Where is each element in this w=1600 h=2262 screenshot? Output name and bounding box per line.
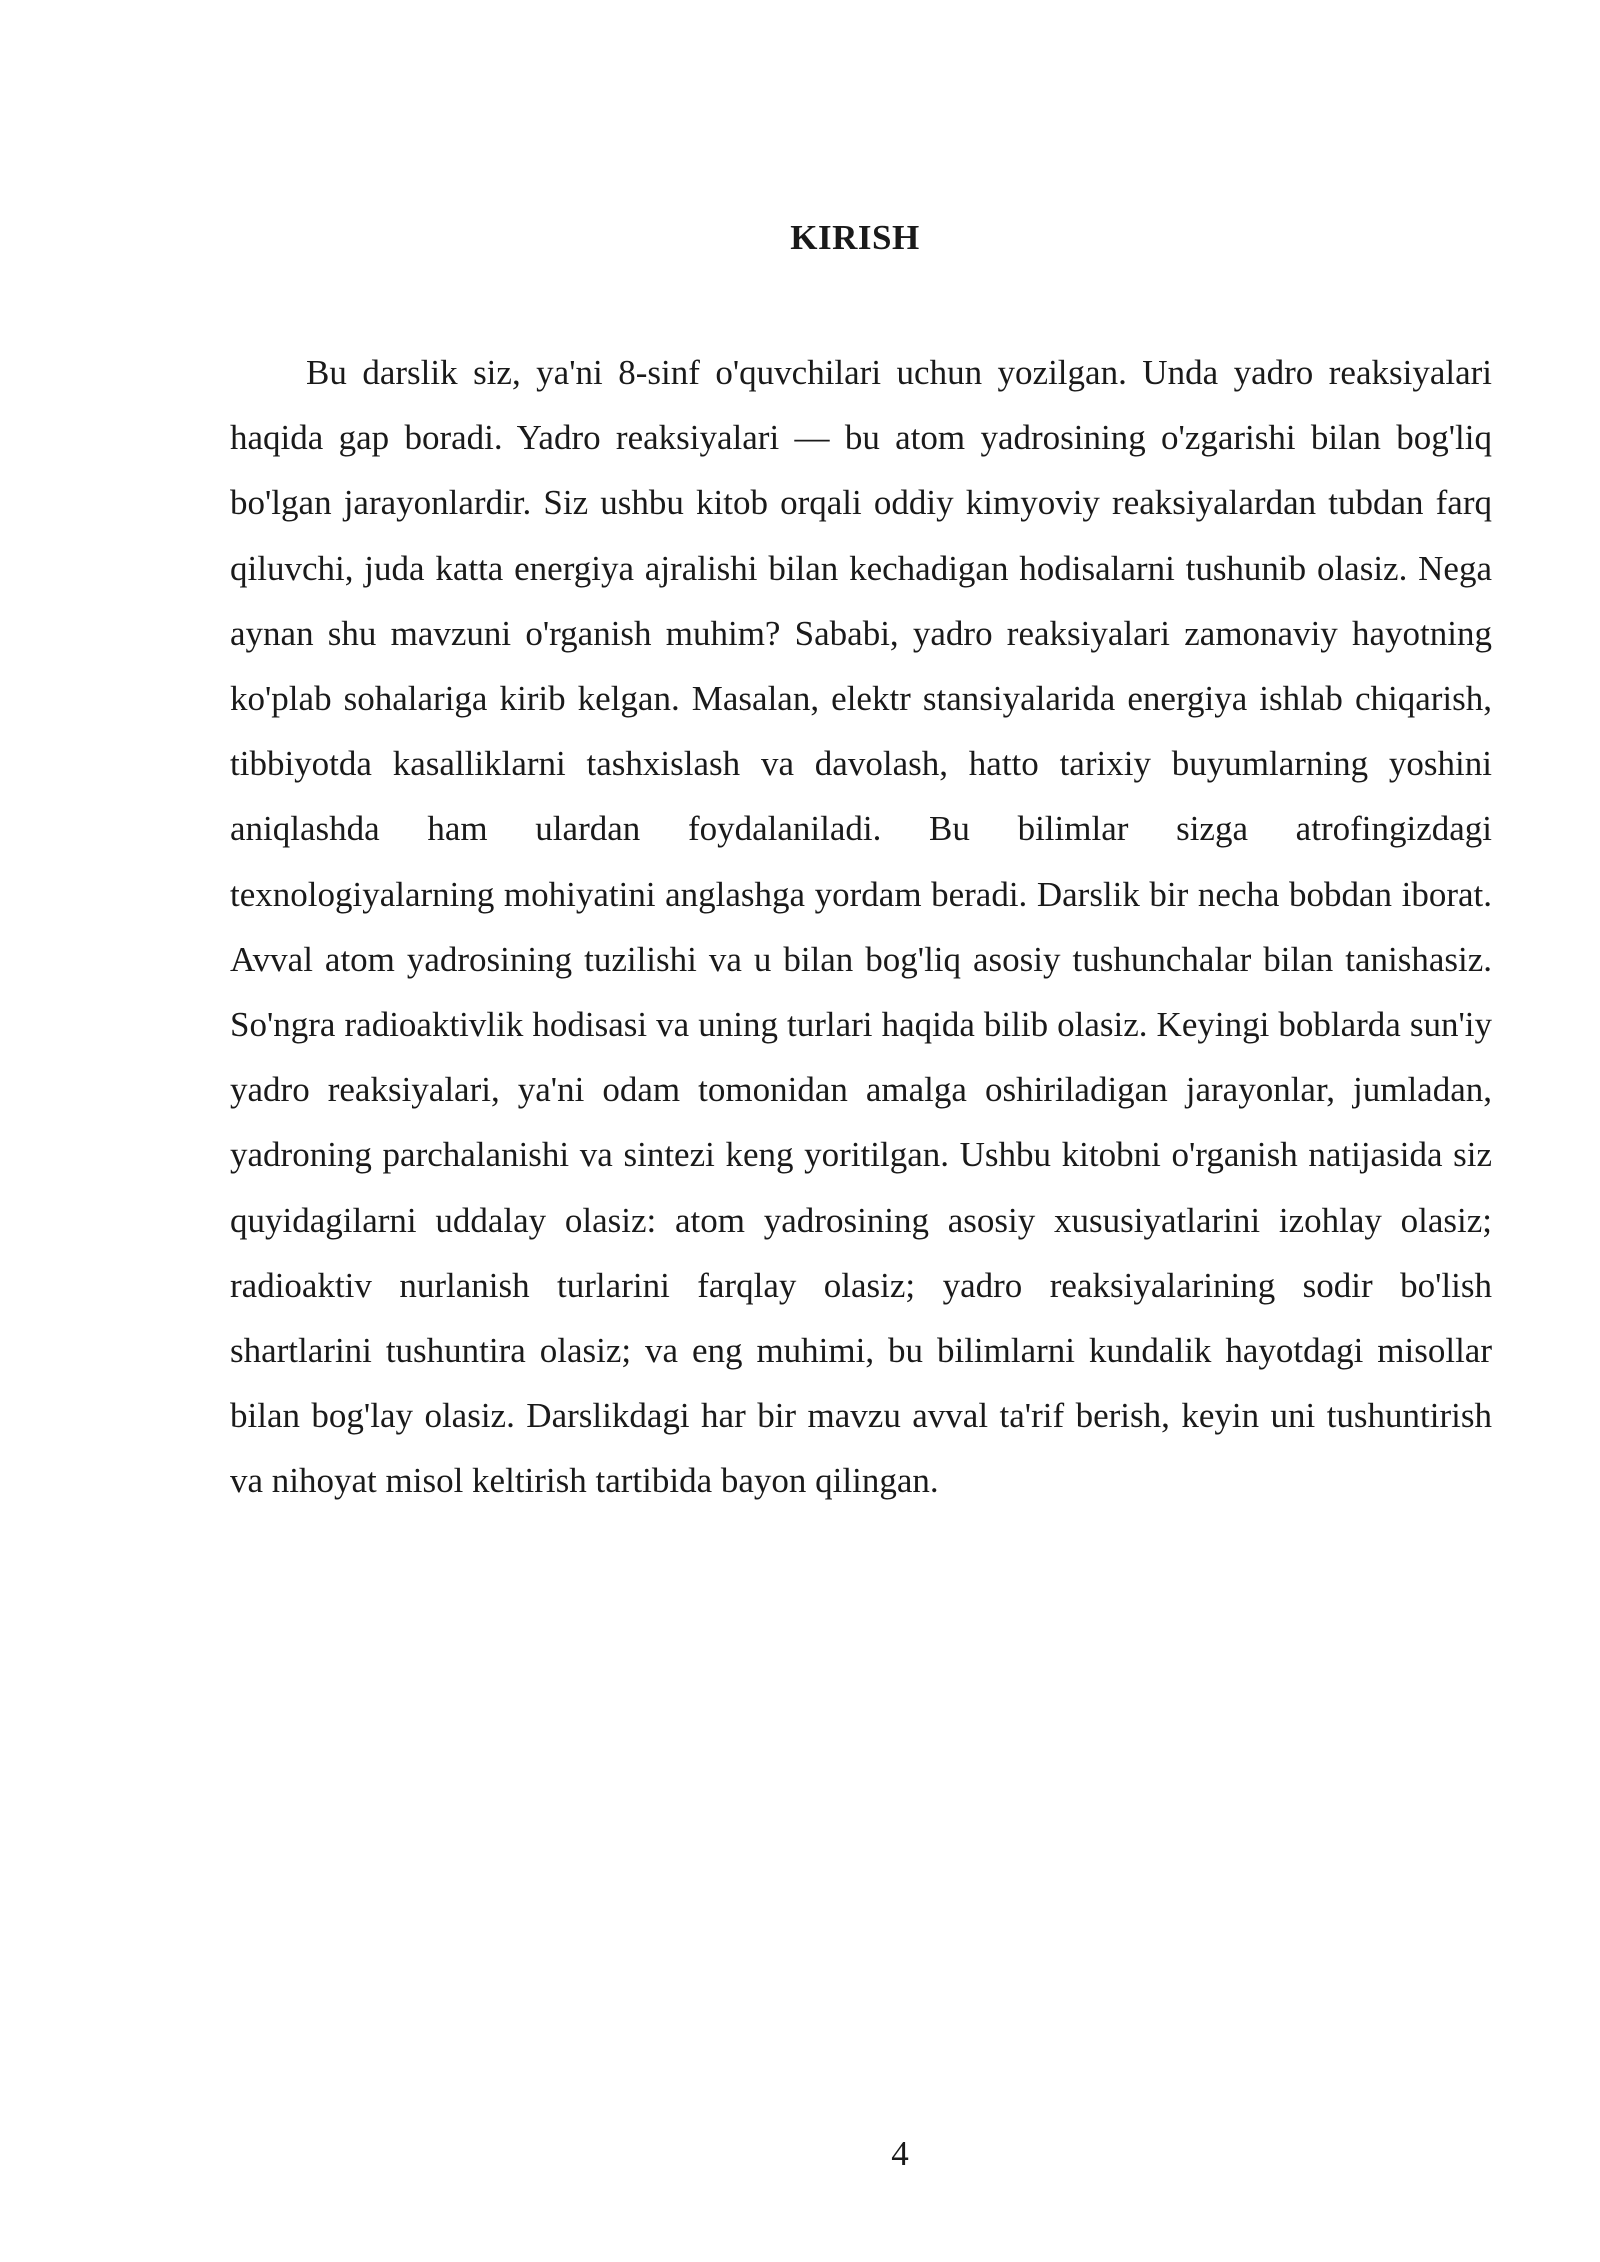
page-number: 4 [891, 2134, 909, 2173]
body-paragraph: Bu darslik siz, ya'ni 8-sinf o'quvchilari uchun yozilgan. Unda yadro reaksiyalari haqida gap boradi. Yadro reaksiyalari — bu atom yadrosining o'zgarishi bilan bog'liq bo'lgan jarayonlardir. Siz ushbu kitob orqali oddiy kimyoviy reaksiyalardan tubdan farq qiluvchi, juda katta energiya ajralishi bilan kechadigan hodisalarni tushunib olasiz. Nega aynan shu mavzuni o'rganish muhim? Sababi, yadro reaksiyalari zamonaviy hayotning ko'plab sohalariga kirib kelgan. Masalan, elektr stansiyalarida energiya ishlab chiqarish, tibbiyotda kasalliklarni tashxislash va davolash, hatto tarixiy buyumlarning yoshini aniqlashda ham ulardan foydalaniladi. Bu bilimlar sizga atrofingizdagi texnologiyalarning mohiyatini anglashga yordam beradi. Darslik bir necha bobdan iborat. Avval atom yadrosining tuzilishi va u bilan bog'liq asosiy tushunchalar bilan tanishasiz. So'ngra radioaktivlik hodisasi va uning turlari haqida bilib olasiz. Keyingi boblarda sun'iy yadro reaksiyalari, ya'ni odam tomonidan amalga oshiriladigan jarayonlar, jumladan, yadroning parchalanishi va sintezi keng yoritilgan. Ushbu kitobni o'rganish natijasida siz quyidagilarni uddalay olasiz: atom yadrosining asosiy xususiyatlarini izohlay olasiz; radioaktiv nurlanish turlarini farqlay olasiz; yadro reaksiyalarining sodir bo'lish shartlarini tushuntira olasiz; va eng muhimi, bu bilimlarni kundalik hayotdagi misollar bilan bog'lay olasiz. Darslikdagi har bir mavzu avval ta'rif berish, keyin uni tushuntirish va nihoyat misol keltirish tartibida bayon qilingan. [230, 353, 1492, 1501]
page-title: KIRISH [790, 218, 920, 257]
